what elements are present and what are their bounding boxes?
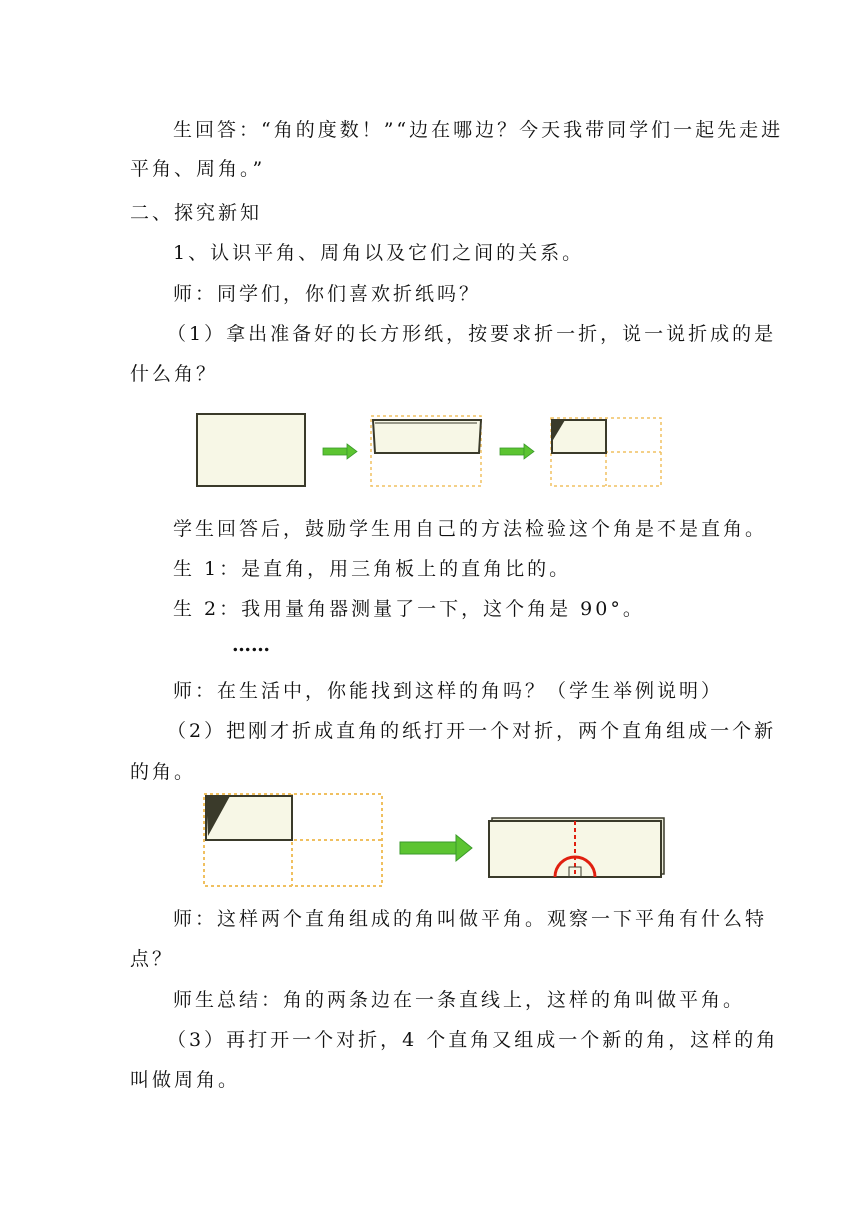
- paragraph-line: 生 1：是直角，用三角板上的直角比的。: [173, 558, 572, 580]
- paragraph-line: （1）拿出准备好的长方形纸，按要求折一折，说一说折成的是: [167, 323, 777, 345]
- folded-paper: [373, 420, 481, 453]
- right-arrow-icon: [500, 444, 534, 459]
- folding-figure-2: [200, 790, 670, 890]
- paragraph-line: 点？: [130, 948, 175, 970]
- section-heading: 二、探究新知: [130, 202, 263, 224]
- paragraph-line: 师：这样两个直角组成的角叫做平角。观察一下平角有什么特: [173, 908, 768, 930]
- paragraph-line: 学生回答后，鼓励学生用自己的方法检验这个角是不是直角。: [173, 518, 768, 540]
- paragraph-line: （2）把刚才折成直角的纸打开一个对折，两个直角组成一个新: [167, 720, 777, 742]
- paragraph-line: 生 2：我用量角器测量了一下，这个角是 90°。: [173, 598, 645, 620]
- paragraph-line: 生回答：“角的度数！”“边在哪边？今天我带同学们一起先走进: [173, 119, 784, 141]
- ellipsis: ……: [232, 634, 270, 656]
- folding-figure-1: [195, 408, 665, 492]
- paragraph-line: 什么角？: [130, 363, 219, 385]
- paper-rectangle: [197, 414, 305, 486]
- right-arrow-icon: [400, 835, 472, 861]
- paragraph-line: 师生总结：角的两条边在一条直线上，这样的角叫做平角。: [173, 989, 746, 1011]
- paragraph-line: 师：同学们，你们喜欢折纸吗？: [173, 283, 482, 305]
- right-arrow-icon: [323, 444, 357, 459]
- paragraph-line: 师：在生活中，你能找到这样的角吗？（学生举例说明）: [173, 680, 724, 702]
- paragraph-line: 平角、周角。”: [130, 158, 266, 180]
- paragraph-line: 叫做周角。: [130, 1069, 241, 1091]
- paragraph-line: （3）再打开一个对折，4 个直角又组成一个新的角，这样的角: [167, 1029, 779, 1051]
- paragraph-line: 的角。: [130, 761, 197, 783]
- paragraph-line: 1、认识平角、周角以及它们之间的关系。: [173, 242, 585, 264]
